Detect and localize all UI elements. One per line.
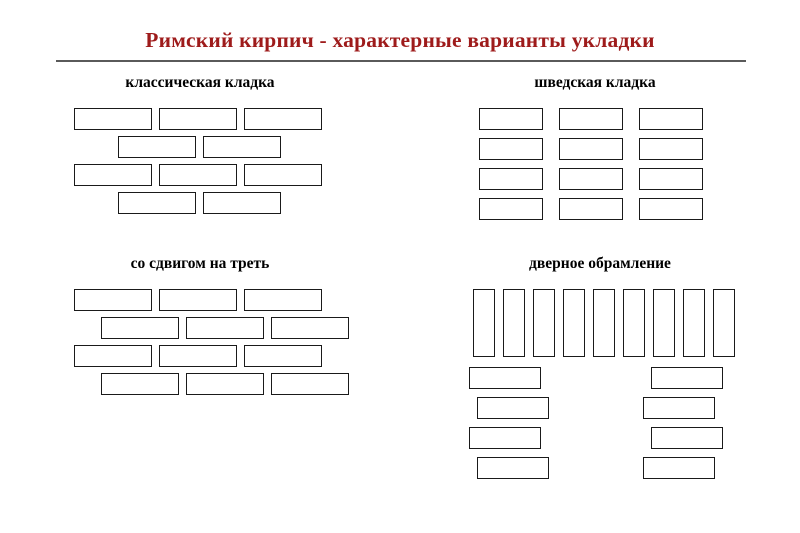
brick: [118, 136, 196, 158]
brick: [74, 289, 152, 311]
brick: [477, 457, 549, 479]
brick: [74, 164, 152, 186]
brick: [713, 289, 735, 357]
brick: [203, 136, 281, 158]
panel-swedish: [455, 74, 735, 244]
brick: [469, 427, 541, 449]
brick: [643, 457, 715, 479]
brick: [186, 317, 264, 339]
brick: [159, 289, 237, 311]
brick: [651, 367, 723, 389]
brick: [477, 397, 549, 419]
brick: [643, 397, 715, 419]
brick: [593, 289, 615, 357]
brick: [479, 168, 543, 190]
brick: [469, 367, 541, 389]
brick: [479, 198, 543, 220]
brick: [203, 192, 281, 214]
brick: [559, 168, 623, 190]
brick: [244, 289, 322, 311]
brick: [244, 164, 322, 186]
title-divider: [56, 60, 746, 62]
brick: [244, 345, 322, 367]
brick: [559, 138, 623, 160]
brick: [159, 108, 237, 130]
brick: [101, 317, 179, 339]
page-title: Римский кирпич - характерные варианты укладки: [145, 28, 655, 52]
brick: [74, 108, 152, 130]
brick: [683, 289, 705, 357]
brick: [118, 192, 196, 214]
panel-classic-title: классическая кладка: [125, 74, 275, 91]
brick: [101, 373, 179, 395]
brick: [271, 373, 349, 395]
brick: [653, 289, 675, 357]
brick: [244, 108, 322, 130]
panel-swedish-bricks: [455, 74, 735, 244]
brick: [559, 198, 623, 220]
brick: [186, 373, 264, 395]
brick: [559, 108, 623, 130]
brick: [473, 289, 495, 357]
brick: [159, 345, 237, 367]
brick: [271, 317, 349, 339]
panel-third-offset-bricks: [60, 255, 340, 415]
panel-classic-bricks: [60, 74, 340, 234]
brick: [639, 198, 703, 220]
brick: [639, 168, 703, 190]
brick: [563, 289, 585, 357]
brick: [623, 289, 645, 357]
brick: [503, 289, 525, 357]
panel-swedish-title: шведская кладка: [534, 74, 656, 91]
brick: [639, 138, 703, 160]
panel-door-frame-bricks: [455, 255, 745, 485]
panel-door-frame: [455, 255, 745, 485]
panel-door-frame-title: дверное обрамление: [529, 255, 671, 272]
brick: [479, 108, 543, 130]
brick: [159, 164, 237, 186]
panel-third-offset-title: со сдвигом на треть: [130, 255, 270, 272]
panel-third-offset: [60, 255, 340, 415]
panel-classic: [60, 74, 340, 234]
brick: [533, 289, 555, 357]
brick: [651, 427, 723, 449]
brick: [479, 138, 543, 160]
brick: [639, 108, 703, 130]
brick: [74, 345, 152, 367]
